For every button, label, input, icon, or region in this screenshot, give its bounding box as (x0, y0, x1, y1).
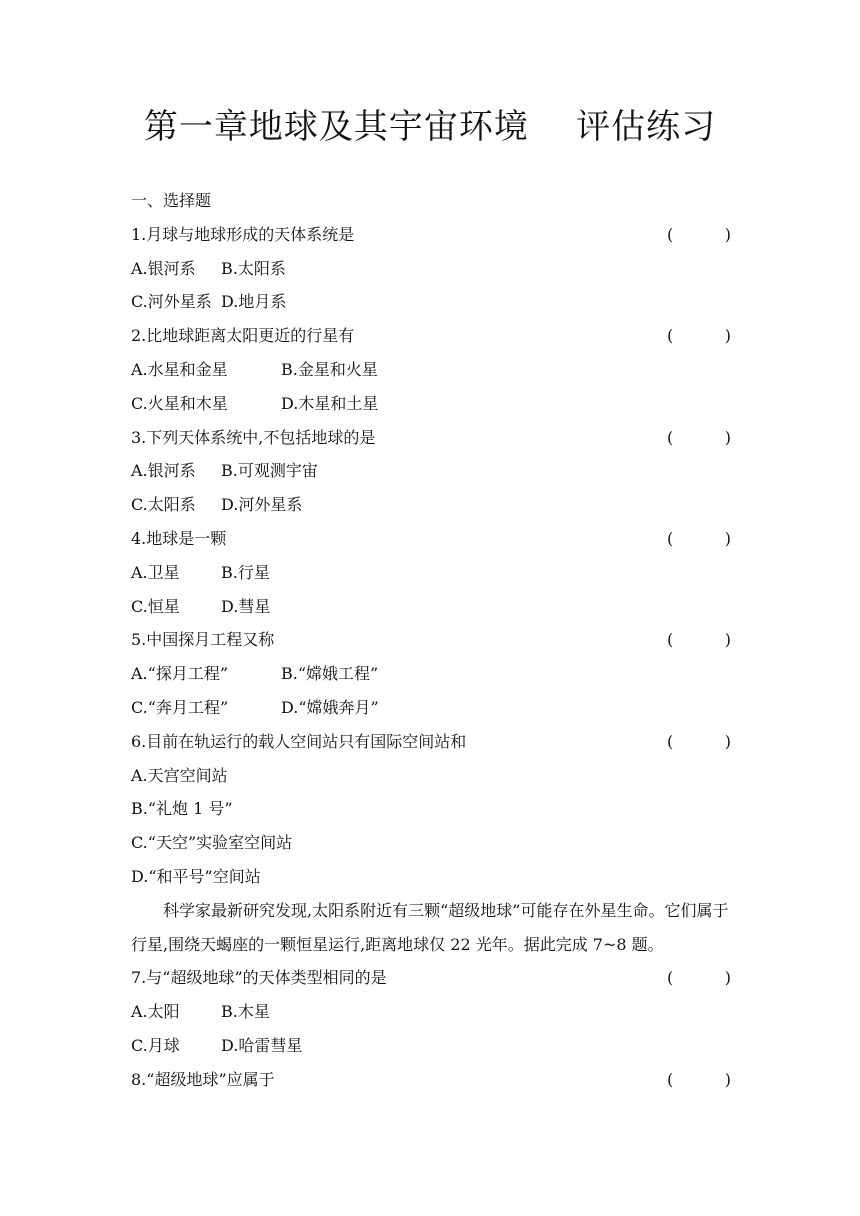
option: C.月球 (131, 1035, 180, 1055)
option: D.哈雷彗星 (221, 1035, 303, 1055)
question-text: 8.“超级地球”应属于 (131, 1069, 275, 1089)
option: B.行星 (221, 562, 270, 582)
option: B.可观测宇宙 (221, 461, 318, 481)
question-text: 5.中国探月工程又称 (131, 630, 275, 650)
option: D.木星和土星 (281, 393, 379, 413)
option: C.恒星 (131, 596, 180, 616)
option: A.水星和金星 (131, 359, 228, 379)
question-7 (131, 961, 731, 995)
question-text: 1.月球与地球形成的天体系统是 (131, 224, 355, 244)
options-row (131, 387, 731, 421)
question-1 (131, 218, 731, 252)
option: B.太阳系 (221, 258, 286, 278)
option: C.河外星系 (131, 292, 212, 312)
options-row (131, 590, 731, 624)
option: A.银河系 (131, 461, 196, 481)
question-text: 4.地球是一颗 (131, 528, 227, 548)
answer-blank: ( ) (667, 326, 731, 346)
option: B.木星 (221, 1002, 270, 1022)
option: D.“和平号”空间站 (131, 866, 261, 886)
options-row (131, 454, 731, 488)
question-6 (131, 725, 731, 759)
option: A.银河系 (131, 258, 196, 278)
question-5 (131, 623, 731, 657)
option: D.彗星 (221, 596, 271, 616)
option: B.“礼炮 1 号” (131, 799, 233, 819)
answer-blank: ( ) (667, 427, 731, 447)
answer-blank: ( ) (667, 224, 731, 244)
question-text: 2.比地球距离太阳更近的行星有 (131, 326, 355, 346)
exercise-content (131, 184, 731, 1097)
answer-blank: ( ) (667, 630, 731, 650)
options-row (131, 691, 731, 725)
question-text: 3.下列天体系统中,不包括地球的是 (131, 427, 376, 447)
question-text: 7.与“超级地球”的天体类型相同的是 (131, 968, 387, 988)
question-2 (131, 319, 731, 353)
option: B.“嫦娥工程” (281, 664, 379, 684)
option: C.“奔月工程” (131, 697, 229, 717)
answer-blank: ( ) (667, 731, 731, 751)
option: C.“天空”实验室空间站 (131, 833, 293, 853)
options-row (131, 488, 731, 522)
options-row (131, 556, 731, 590)
options-row (131, 285, 731, 319)
options-row (131, 1029, 731, 1063)
question-3 (131, 421, 731, 455)
options-row (131, 353, 731, 387)
option: C.太阳系 (131, 495, 196, 515)
option: A.“探月工程” (131, 664, 229, 684)
option: C.火星和木星 (131, 393, 228, 413)
option: A.天宫空间站 (131, 765, 228, 785)
option: D.“嫦娥奔月” (281, 697, 379, 717)
reading-passage: 科学家最新研究发现,太阳系附近有三颗“超级地球”可能存在外星生命。它们属于行星,围绕天蝎座的一颗恒星运行,距离地球仅 22 光年。据此完成 7~8 题。 (131, 900, 729, 954)
option: D.地月系 (221, 292, 287, 312)
answer-blank: ( ) (667, 528, 731, 548)
option: B.金星和火星 (281, 359, 378, 379)
answer-blank: ( ) (667, 968, 731, 988)
options-row (131, 995, 731, 1029)
question-text: 6.目前在轨运行的载人空间站只有国际空间站和 (131, 731, 467, 751)
option: D.河外星系 (221, 495, 303, 515)
option: A.卫星 (131, 562, 180, 582)
options-row (131, 657, 731, 691)
question-4 (131, 522, 731, 556)
options-row (131, 252, 731, 286)
question-8 (131, 1063, 731, 1097)
answer-blank: ( ) (667, 1069, 731, 1089)
section-heading: 一、选择题 (131, 191, 212, 210)
option: A.太阳 (131, 1002, 180, 1022)
page-title: 第一章地球及其宇宙环境 评估练习 (143, 107, 717, 147)
